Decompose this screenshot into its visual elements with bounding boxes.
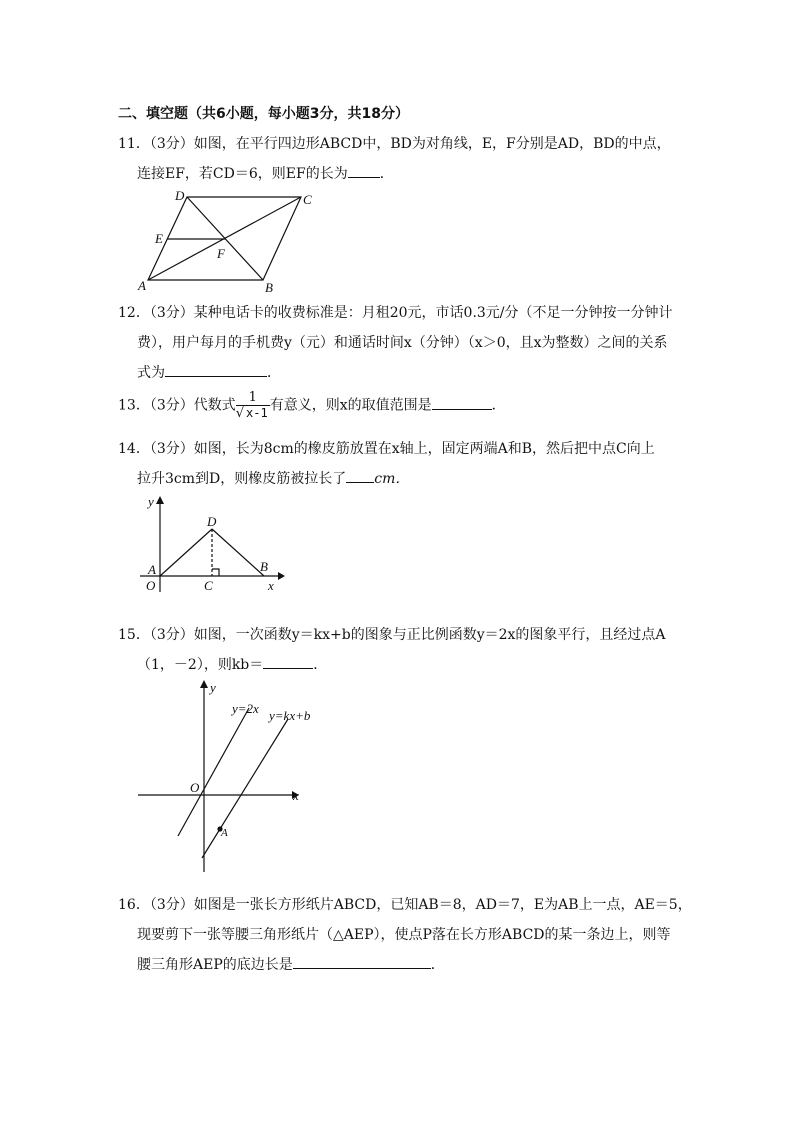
q11-line1: 11．（3分）如图，在平行四边形ABCD中，BD为对角线，E，F分别是AD，BD的中点，: [118, 136, 671, 152]
q13-fraction: [236, 390, 270, 421]
q14-coordinate-figure: [140, 492, 290, 594]
q11-line2: 连接EF，若CD＝6，则EF的长为 ．: [137, 166, 394, 182]
q13-numerator: 1: [236, 390, 270, 406]
q14-answer-blank[interactable]: [346, 470, 374, 483]
y-arrow-icon: [156, 496, 164, 504]
q11-answer-blank[interactable]: [348, 165, 380, 178]
label-e: E: [155, 231, 163, 246]
q14-unit: cm．: [374, 471, 410, 487]
line-y-2x: [178, 708, 249, 836]
x-arrow-icon: [278, 572, 285, 580]
q15-line1: 15．（3分）如图，一次函数y＝kx+b的图象与正比例函数y＝2x的图象平行，且经过点A: [118, 627, 666, 643]
label-b: B: [265, 280, 273, 295]
line-y-kx-b: [202, 719, 288, 858]
q13-line: 13．（3分）代数式 $\frac{1}{√ x-1}$ 有意义，则x的取值范围是 ．: [118, 390, 506, 421]
q11-text: 连接EF，若CD＝6，则EF的长为: [137, 166, 348, 182]
label-a: A: [148, 562, 156, 577]
q11-parallelogram-figure: [130, 188, 330, 296]
section-title: 二、填空题（共6小题，每小题3分，共18分）: [118, 106, 409, 122]
label-x: x: [293, 788, 299, 803]
label-o: O: [146, 578, 156, 593]
q13-text-before: 13．（3分）代数式: [118, 397, 236, 414]
label-b: B: [260, 559, 268, 574]
label-o: O: [190, 780, 200, 795]
label-a: A: [138, 278, 146, 293]
q12-answer-blank[interactable]: [165, 364, 267, 377]
y-arrow-icon: [200, 680, 208, 688]
q12-line1: 12．（3分）某种电话卡的收费标准是：月租20元，市话0.3元/分（不足一分钟按一分钟计: [118, 305, 673, 321]
q15-answer-blank[interactable]: [263, 656, 313, 669]
q13-text-after: 有意义，则x的取值范围是: [269, 397, 432, 414]
label-c: C: [303, 192, 312, 207]
q14-text: 拉升3cm到D，则橡皮筋被拉长了: [137, 471, 347, 487]
q16-text: 腰三角形AEP的底边长是: [137, 957, 293, 973]
q12-line3: 式为 ．: [137, 365, 281, 381]
q16-line3: 腰三角形AEP的底边长是 ．: [137, 957, 445, 973]
segment-db: [212, 529, 264, 576]
q13-answer-blank[interactable]: [432, 397, 492, 410]
segment-ad: [160, 529, 212, 576]
q13-radicand: x-1: [246, 406, 268, 420]
q12-text: 式为: [137, 365, 165, 381]
label-f: F: [217, 246, 225, 261]
label-d: D: [207, 514, 217, 529]
q16-line1: 16．（3分）如图是一张长方形纸片ABCD，已知AB＝8，AD＝7，E为AB上一点，AE＝5，: [118, 897, 692, 913]
q15-line2: （1，－2），则kb＝ ．: [137, 657, 328, 673]
sqrt-icon: √: [235, 406, 245, 421]
label-y: y: [210, 680, 216, 695]
label-x: x: [268, 578, 274, 593]
q12-line2: 费），用户每月的手机费y（元）和通话时间x（分钟）（x＞0，且x为整数）之间的关系: [137, 335, 668, 351]
q14-line1: 14．（3分）如图，长为8cm的橡皮筋放置在x轴上，固定两端A和B，然后把中点C向上: [118, 441, 655, 457]
q16-line2: 现要剪下一张等腰三角形纸片（△AEP），使点P落在长方形ABCD的某一条边上，则等: [137, 927, 671, 943]
label-line-y-kx-b: y=kx+b: [269, 708, 310, 723]
q14-line2: [137, 468, 409, 488]
label-a: A: [221, 827, 228, 839]
q15-text: （1，－2），则kb＝: [137, 657, 264, 673]
label-y: y: [148, 494, 154, 509]
q15-graph-figure: [135, 676, 310, 878]
label-d: D: [175, 188, 185, 203]
label-line-y-2x: y=2x: [232, 701, 259, 716]
label-c: C: [204, 578, 213, 593]
right-angle-mark: [212, 569, 219, 576]
q16-answer-blank[interactable]: [293, 956, 431, 969]
